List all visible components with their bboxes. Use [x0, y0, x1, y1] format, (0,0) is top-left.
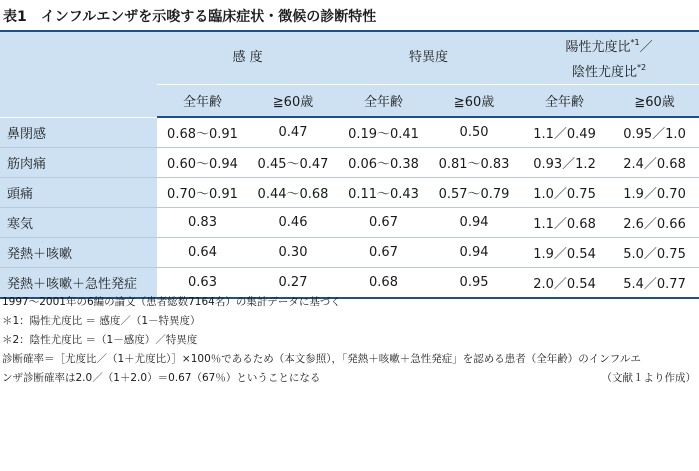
sensitivity-60-plus-cell: 0.30 [248, 238, 338, 268]
specificity-all-ages-cell: 0.67 [338, 208, 429, 238]
sub-header-60-plus: ≧60歳 [248, 85, 338, 118]
sub-header-60-plus: ≧60歳 [610, 85, 699, 118]
lr-all-ages-cell: 1.9／0.54 [519, 238, 610, 268]
lr-60-plus-cell: 0.95／1.0 [610, 117, 699, 148]
negative-lr-label: 陰性尤度比 [571, 65, 637, 80]
specificity-all-ages-cell: 0.11〜0.43 [338, 178, 429, 208]
table-footnotes [2, 293, 696, 388]
lr-slash: ／ [639, 40, 653, 55]
symptom-label: 寒気 [0, 208, 157, 238]
table-row [0, 238, 699, 268]
symptom-label: 発熱＋咳嗽＋急性発症 [0, 268, 157, 299]
footnote-negative-lr: ＊2：陰性尤度比 ＝（1－感度）／特異度 [2, 334, 198, 346]
note-mark-2: *2 [636, 63, 647, 72]
diagnostic-table-wrapper [0, 30, 699, 299]
positive-lr-label: 陽性尤度比 [565, 40, 631, 55]
lr-60-plus-cell: 2.4／0.68 [610, 148, 699, 178]
specificity-60-plus-cell: 0.50 [429, 117, 519, 148]
sensitivity-all-ages-cell: 0.68〜0.91 [157, 117, 248, 148]
table-row [0, 148, 699, 178]
sensitivity-60-plus-cell: 0.44〜0.68 [248, 178, 338, 208]
lr-all-ages-cell: 0.93／1.2 [519, 148, 610, 178]
table-caption [3, 4, 376, 28]
sensitivity-60-plus-cell: 0.46 [248, 208, 338, 238]
footnote-probability: 診断確率＝［尤度比／（1＋尤度比）］×100％であるため（本文参照），「発熱＋咳嗽＋急性発症」を認める患者（全年齢）のインフルエ [2, 353, 641, 365]
sensitivity-all-ages-cell: 0.70〜0.91 [157, 178, 248, 208]
lr-60-plus-cell: 5.4／0.77 [610, 268, 699, 299]
sub-header-60-plus: ≧60歳 [429, 85, 519, 118]
specificity-60-plus-cell: 0.94 [429, 238, 519, 268]
lr-60-plus-cell: 1.9／0.70 [610, 178, 699, 208]
table-title: インフルエンザを示唆する臨床症状・徴候の診断特性 [40, 9, 377, 25]
symptom-label: 頭痛 [0, 178, 157, 208]
sensitivity-60-plus-cell: 0.45〜0.47 [248, 148, 338, 178]
sub-header-all-ages: 全年齢 [519, 85, 610, 118]
footnote-data-source: 1997〜2001年の6編の論文（患者総数7164名）の集計データに基づく [2, 296, 341, 308]
group-header-row [0, 32, 699, 85]
sensitivity-all-ages-cell: 0.64 [157, 238, 248, 268]
specificity-60-plus-cell: 0.81〜0.83 [429, 148, 519, 178]
footnote-probability-cont: ンザ診断確率は2.0／（1＋2.0）＝0.67（67％）ということになる [2, 372, 321, 384]
source-citation: （文献１より作成） [601, 372, 696, 384]
table-number: 表1 [3, 9, 27, 25]
specificity-60-plus-cell: 0.57〜0.79 [429, 178, 519, 208]
diagnostic-table [0, 32, 699, 299]
table-row [0, 208, 699, 238]
lr-60-plus-cell: 2.6／0.66 [610, 208, 699, 238]
sensitivity-60-plus-cell: 0.27 [248, 268, 338, 299]
sub-header-all-ages: 全年齢 [338, 85, 429, 118]
footnote-last-line [2, 369, 696, 388]
lr-60-plus-cell: 5.0／0.75 [610, 238, 699, 268]
lr-all-ages-cell: 1.1／0.68 [519, 208, 610, 238]
symptom-label: 鼻閉感 [0, 117, 157, 148]
footnote-positive-lr: ＊1：陽性尤度比 ＝ 感度／（1－特異度） [2, 315, 201, 327]
sensitivity-all-ages-cell: 0.83 [157, 208, 248, 238]
lr-all-ages-cell: 1.0／0.75 [519, 178, 610, 208]
likelihood-ratio-header [519, 32, 699, 85]
specificity-all-ages-cell: 0.19〜0.41 [338, 117, 429, 148]
specificity-all-ages-cell: 0.68 [338, 268, 429, 299]
sensitivity-header: 感 度 [157, 32, 338, 85]
sensitivity-60-plus-cell: 0.47 [248, 117, 338, 148]
specificity-60-plus-cell: 0.95 [429, 268, 519, 299]
note-mark-1: *1 [630, 38, 640, 47]
specificity-all-ages-cell: 0.06〜0.38 [338, 148, 429, 178]
lr-all-ages-cell: 1.1／0.49 [519, 117, 610, 148]
table-row [0, 117, 699, 148]
symptom-label: 筋肉痛 [0, 148, 157, 178]
lr-all-ages-cell: 2.0／0.54 [519, 268, 610, 299]
specificity-header: 特異度 [338, 32, 519, 85]
sensitivity-all-ages-cell: 0.63 [157, 268, 248, 299]
specificity-all-ages-cell: 0.67 [338, 238, 429, 268]
table-row [0, 178, 699, 208]
specificity-60-plus-cell: 0.94 [429, 208, 519, 238]
symptom-header-blank [0, 32, 157, 117]
sensitivity-all-ages-cell: 0.60〜0.94 [157, 148, 248, 178]
symptom-label: 発熱＋咳嗽 [0, 238, 157, 268]
sub-header-all-ages: 全年齢 [157, 85, 248, 118]
